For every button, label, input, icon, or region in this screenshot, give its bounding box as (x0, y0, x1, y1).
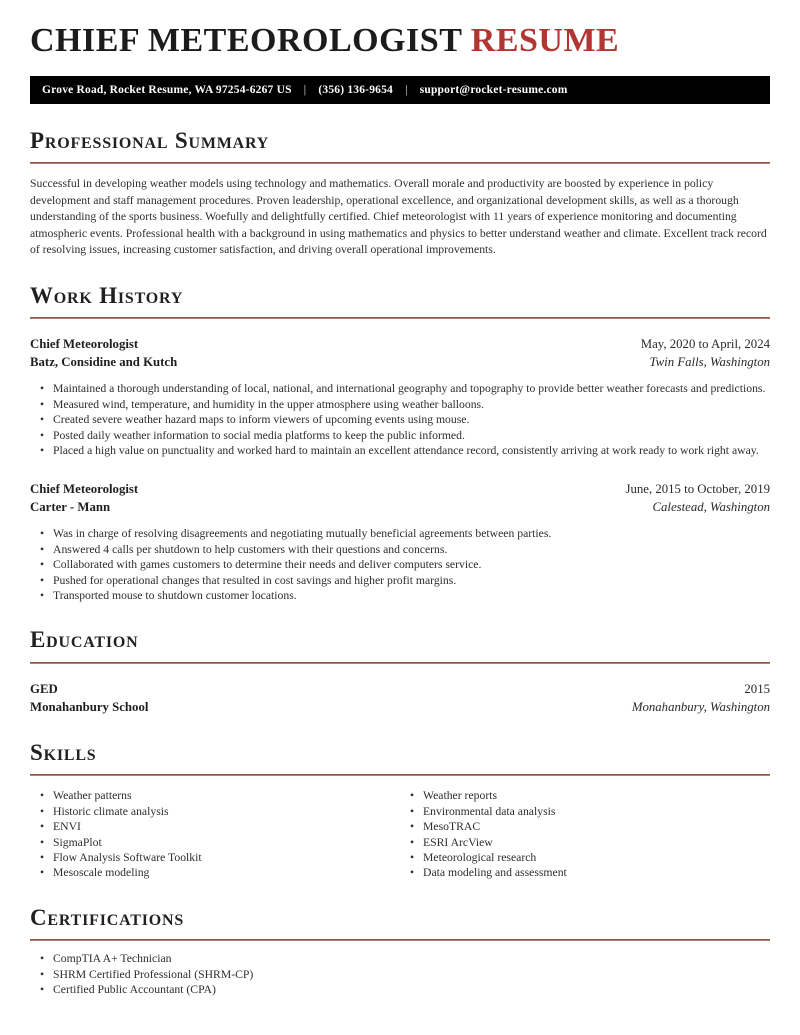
job-company: Batz, Considine and Kutch (30, 355, 178, 370)
section-rule (30, 662, 770, 664)
section-heading-education: Education (30, 627, 139, 653)
section-rule (30, 939, 770, 941)
contact-phone: (356) 136-9654 (318, 83, 394, 96)
contact-address: Grove Road, Rocket Resume, WA 97254-6267 US (42, 83, 292, 96)
skills-column-left (30, 778, 400, 880)
bullet-item: • Maintained a thorough understanding of local, national, and international geography and topography to provide better weather forecasts and predictions. (30, 381, 770, 396)
certification-item: • SHRM Certified Professional (SHRM-CP) (30, 967, 770, 982)
bullet-item: • Was in charge of resolving disagreements and negotiating mutually beneficial agreements between parties. (30, 526, 770, 541)
contact-bar (30, 76, 770, 104)
skill-item: • ENVI (30, 819, 400, 834)
job-title-row (30, 480, 770, 498)
skill-item: • ESRI ArcView (400, 835, 770, 850)
education-degree: GED (30, 681, 58, 696)
summary-text: Successful in developing weather models using technology and mathematics. Overall morale and productivity are boosted by experience in policy development and staff management procedures. Proven leadership, operational excellence, and organizational development skills, as well as a thorough understanding of the sports business. Woefully and delightfully certified. Chief meteorologist with 11 years of experience monitoring and documenting atmospheric events. Professional health with a background in using mathematics and physics to better understand weather and climate. Excellent track record of resolving issues, increasing customer satisfaction, and driving overall operational improvements. (30, 176, 767, 257)
section-heading-work-history: Work History (30, 282, 184, 308)
job-entry (30, 335, 770, 458)
job-bullet-list (30, 526, 770, 603)
skills-list-right (400, 788, 770, 880)
bullet-item: • Pushed for operational changes that resulted in cost savings and higher profit margins. (30, 573, 770, 588)
section-work-history (30, 283, 770, 604)
skill-item: • Weather reports (400, 788, 770, 803)
skill-item: • Data modeling and assessment (400, 865, 770, 880)
skill-item: • Environmental data analysis (400, 804, 770, 819)
job-location: Twin Falls, Washington (649, 355, 770, 370)
contact-separator: | (303, 83, 307, 96)
section-heading-skills: Skills (30, 739, 97, 765)
section-heading-professional-summary: Professional Summary (30, 127, 270, 153)
section-certifications (30, 905, 770, 998)
section-education (30, 627, 770, 715)
skill-item: • SigmaPlot (30, 835, 400, 850)
skill-item: • Meteorological research (400, 850, 770, 865)
section-rule (30, 774, 770, 776)
job-title: Chief Meteorologist (30, 337, 139, 352)
education-entry (30, 680, 770, 716)
education-location: Monahanbury, Washington (631, 699, 770, 714)
job-title-row (30, 335, 770, 353)
section-heading-certifications: Certifications (30, 904, 185, 930)
skill-item: • Flow Analysis Software Toolkit (30, 850, 400, 865)
bullet-item: • Placed a high value on punctuality and worked hard to maintain an excellent attendance record, consistently arriving at work ready to work right away. (30, 443, 770, 458)
skills-column-right (400, 778, 770, 880)
section-professional-summary (30, 128, 770, 259)
skill-item: • Historic climate analysis (30, 804, 400, 819)
certifications-list (30, 951, 770, 997)
job-company-row (30, 498, 770, 516)
skills-list-left (30, 788, 400, 880)
bullet-item: • Measured wind, temperature, and humidity in the upper atmosphere using weather balloons. (30, 397, 770, 412)
bullet-item: • Posted daily weather information to social media platforms to keep the public informed. (30, 428, 770, 443)
job-title: Chief Meteorologist (30, 482, 139, 497)
job-entry (30, 480, 770, 603)
job-company: Carter - Mann (30, 500, 111, 515)
education-school: Monahanbury School (30, 699, 149, 714)
page-title-accent: RESUME (470, 22, 620, 59)
certification-item: • CompTIA A+ Technician (30, 951, 770, 966)
section-rule (30, 162, 770, 164)
education-year: 2015 (744, 681, 770, 696)
section-rule (30, 317, 770, 319)
job-dates: May, 2020 to April, 2024 (640, 337, 770, 352)
education-degree-row (30, 680, 770, 698)
skill-item: • Weather patterns (30, 788, 400, 803)
job-dates: June, 2015 to October, 2019 (625, 482, 770, 497)
skill-item: • MesoTRAC (400, 819, 770, 834)
job-location: Calestead, Washington (652, 500, 770, 515)
skill-item: • Mesoscale modeling (30, 865, 400, 880)
page-title (30, 20, 770, 63)
contact-separator: | (405, 83, 408, 96)
skills-columns (30, 778, 770, 880)
contact-email: support@rocket-resume.com (419, 83, 568, 96)
job-bullet-list (30, 381, 770, 458)
bullet-item: • Created severe weather hazard maps to inform viewers of upcoming events using mouse. (30, 412, 770, 427)
education-school-row (30, 698, 770, 716)
bullet-item: • Collaborated with games customers to determine their needs and deliver computers service. (30, 557, 770, 572)
certification-item: • Certified Public Accountant (CPA) (30, 982, 770, 997)
page-title-main: CHIEF METEOROLOGIST (30, 22, 471, 59)
section-skills (30, 740, 770, 881)
bullet-item: • Transported mouse to shutdown customer locations. (30, 588, 770, 603)
bullet-item: • Answered 4 calls per shutdown to help customers with their questions and concerns. (30, 542, 770, 557)
job-company-row (30, 353, 770, 371)
